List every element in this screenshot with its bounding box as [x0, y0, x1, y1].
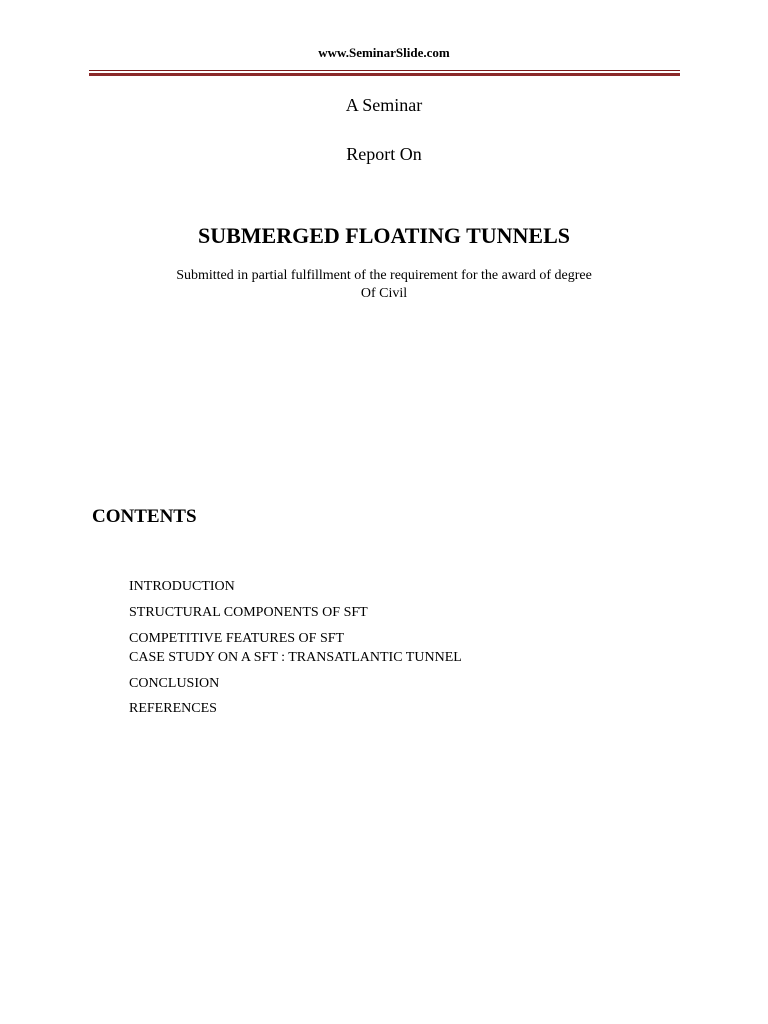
contents-item-case-study: CASE STUDY ON A SFT : TRANSATLANTIC TUNNEL — [129, 650, 462, 665]
contents-item-conclusion: CONCLUSION — [129, 676, 220, 691]
contents-item-competitive-features: COMPETITIVE FEATURES OF SFT — [129, 631, 345, 646]
submission-line-2: Of Civil — [360, 286, 408, 301]
contents-item-references: REFERENCES — [129, 701, 217, 716]
submission-line-1: Submitted in partial fulfillment of the requirement for the award of degree — [176, 268, 592, 283]
contents-item-structural-components: STRUCTURAL COMPONENTS OF SFT — [129, 605, 368, 620]
cover-line-report-on: Report On — [346, 144, 422, 164]
header-rule-thick — [89, 73, 680, 76]
contents-heading: CONTENTS — [92, 506, 197, 527]
site-url-header: www.SeminarSlide.com — [318, 45, 450, 60]
cover-line-seminar: A Seminar — [345, 95, 423, 115]
submission-statement — [0, 267, 768, 303]
report-title: SUBMERGED FLOATING TUNNELS — [197, 223, 571, 248]
contents-item-introduction: INTRODUCTION — [129, 579, 235, 594]
header-rule-thin — [89, 70, 680, 71]
